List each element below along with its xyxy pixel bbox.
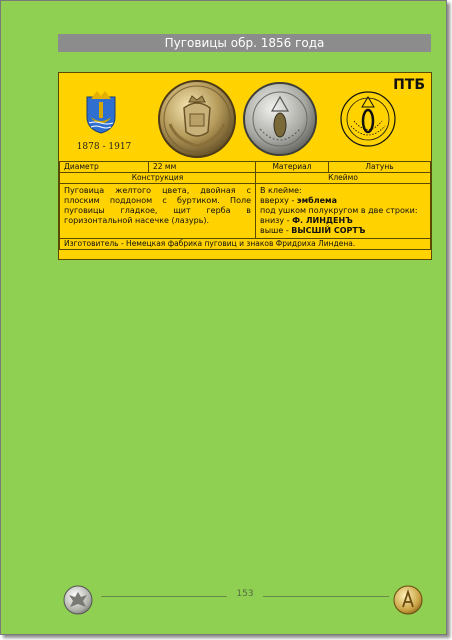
coat-of-arms-icon <box>83 87 119 135</box>
stamp-drawing-icon <box>339 90 397 148</box>
button-card <box>58 72 432 260</box>
stamp-top-prefix: вверху - <box>260 196 297 205</box>
spec-table <box>59 161 431 250</box>
button-back-icon <box>242 81 318 157</box>
stamp-bottom-line <box>260 216 426 226</box>
footer-divider-left <box>101 596 227 597</box>
footer-divider-right <box>263 596 389 597</box>
stamp-top-line <box>260 196 426 206</box>
stamp-under: под ушком полукругом в две строки: <box>260 206 418 215</box>
stamp-top: эмблема <box>296 196 337 205</box>
stamp-bottom-prefix: внизу - <box>260 216 293 225</box>
eagle-coin-icon <box>63 585 93 615</box>
stamp-upper-prefix: выше - <box>260 226 292 235</box>
diameter-value: 22 мм <box>149 162 256 173</box>
stamp-text <box>256 184 431 239</box>
page-title: Пуговицы обр. 1856 года <box>58 34 431 52</box>
table-row <box>60 239 431 250</box>
monogram-coin-icon <box>393 585 423 615</box>
construction-text: Пуговица желтого цвета, двойная с плоским поддоном с буртиком. Поле пуговицы гладкое, щит герба в горизонтальной насечке (лазурь). <box>60 184 256 239</box>
stamp-upper: ВЫСШIЙ СОРТЪ <box>291 226 366 235</box>
maker-text: Изготовитель - Немецкая фабрика пуговиц и знаков Фридриха Линдена. <box>60 239 431 250</box>
diameter-label: Диаметр <box>60 162 149 173</box>
catalog-tag: ПТБ <box>393 77 425 93</box>
button-face-icon <box>156 78 238 160</box>
material-label: Материал <box>256 162 329 173</box>
page-number: 153 <box>236 589 254 599</box>
stamp-bottom: Ф. ЛИНДЕНЪ <box>292 216 353 225</box>
table-row <box>60 184 431 239</box>
construction-header: Конструкция <box>60 173 256 184</box>
years-label: 1878 - 1917 <box>76 142 132 152</box>
table-row <box>60 162 431 173</box>
table-row <box>60 173 431 184</box>
material-value: Латунь <box>329 162 431 173</box>
stamp-upper-line <box>260 226 426 236</box>
stamp-intro: В клейме: <box>260 186 302 195</box>
stamp-header: Клеймо <box>256 173 431 184</box>
